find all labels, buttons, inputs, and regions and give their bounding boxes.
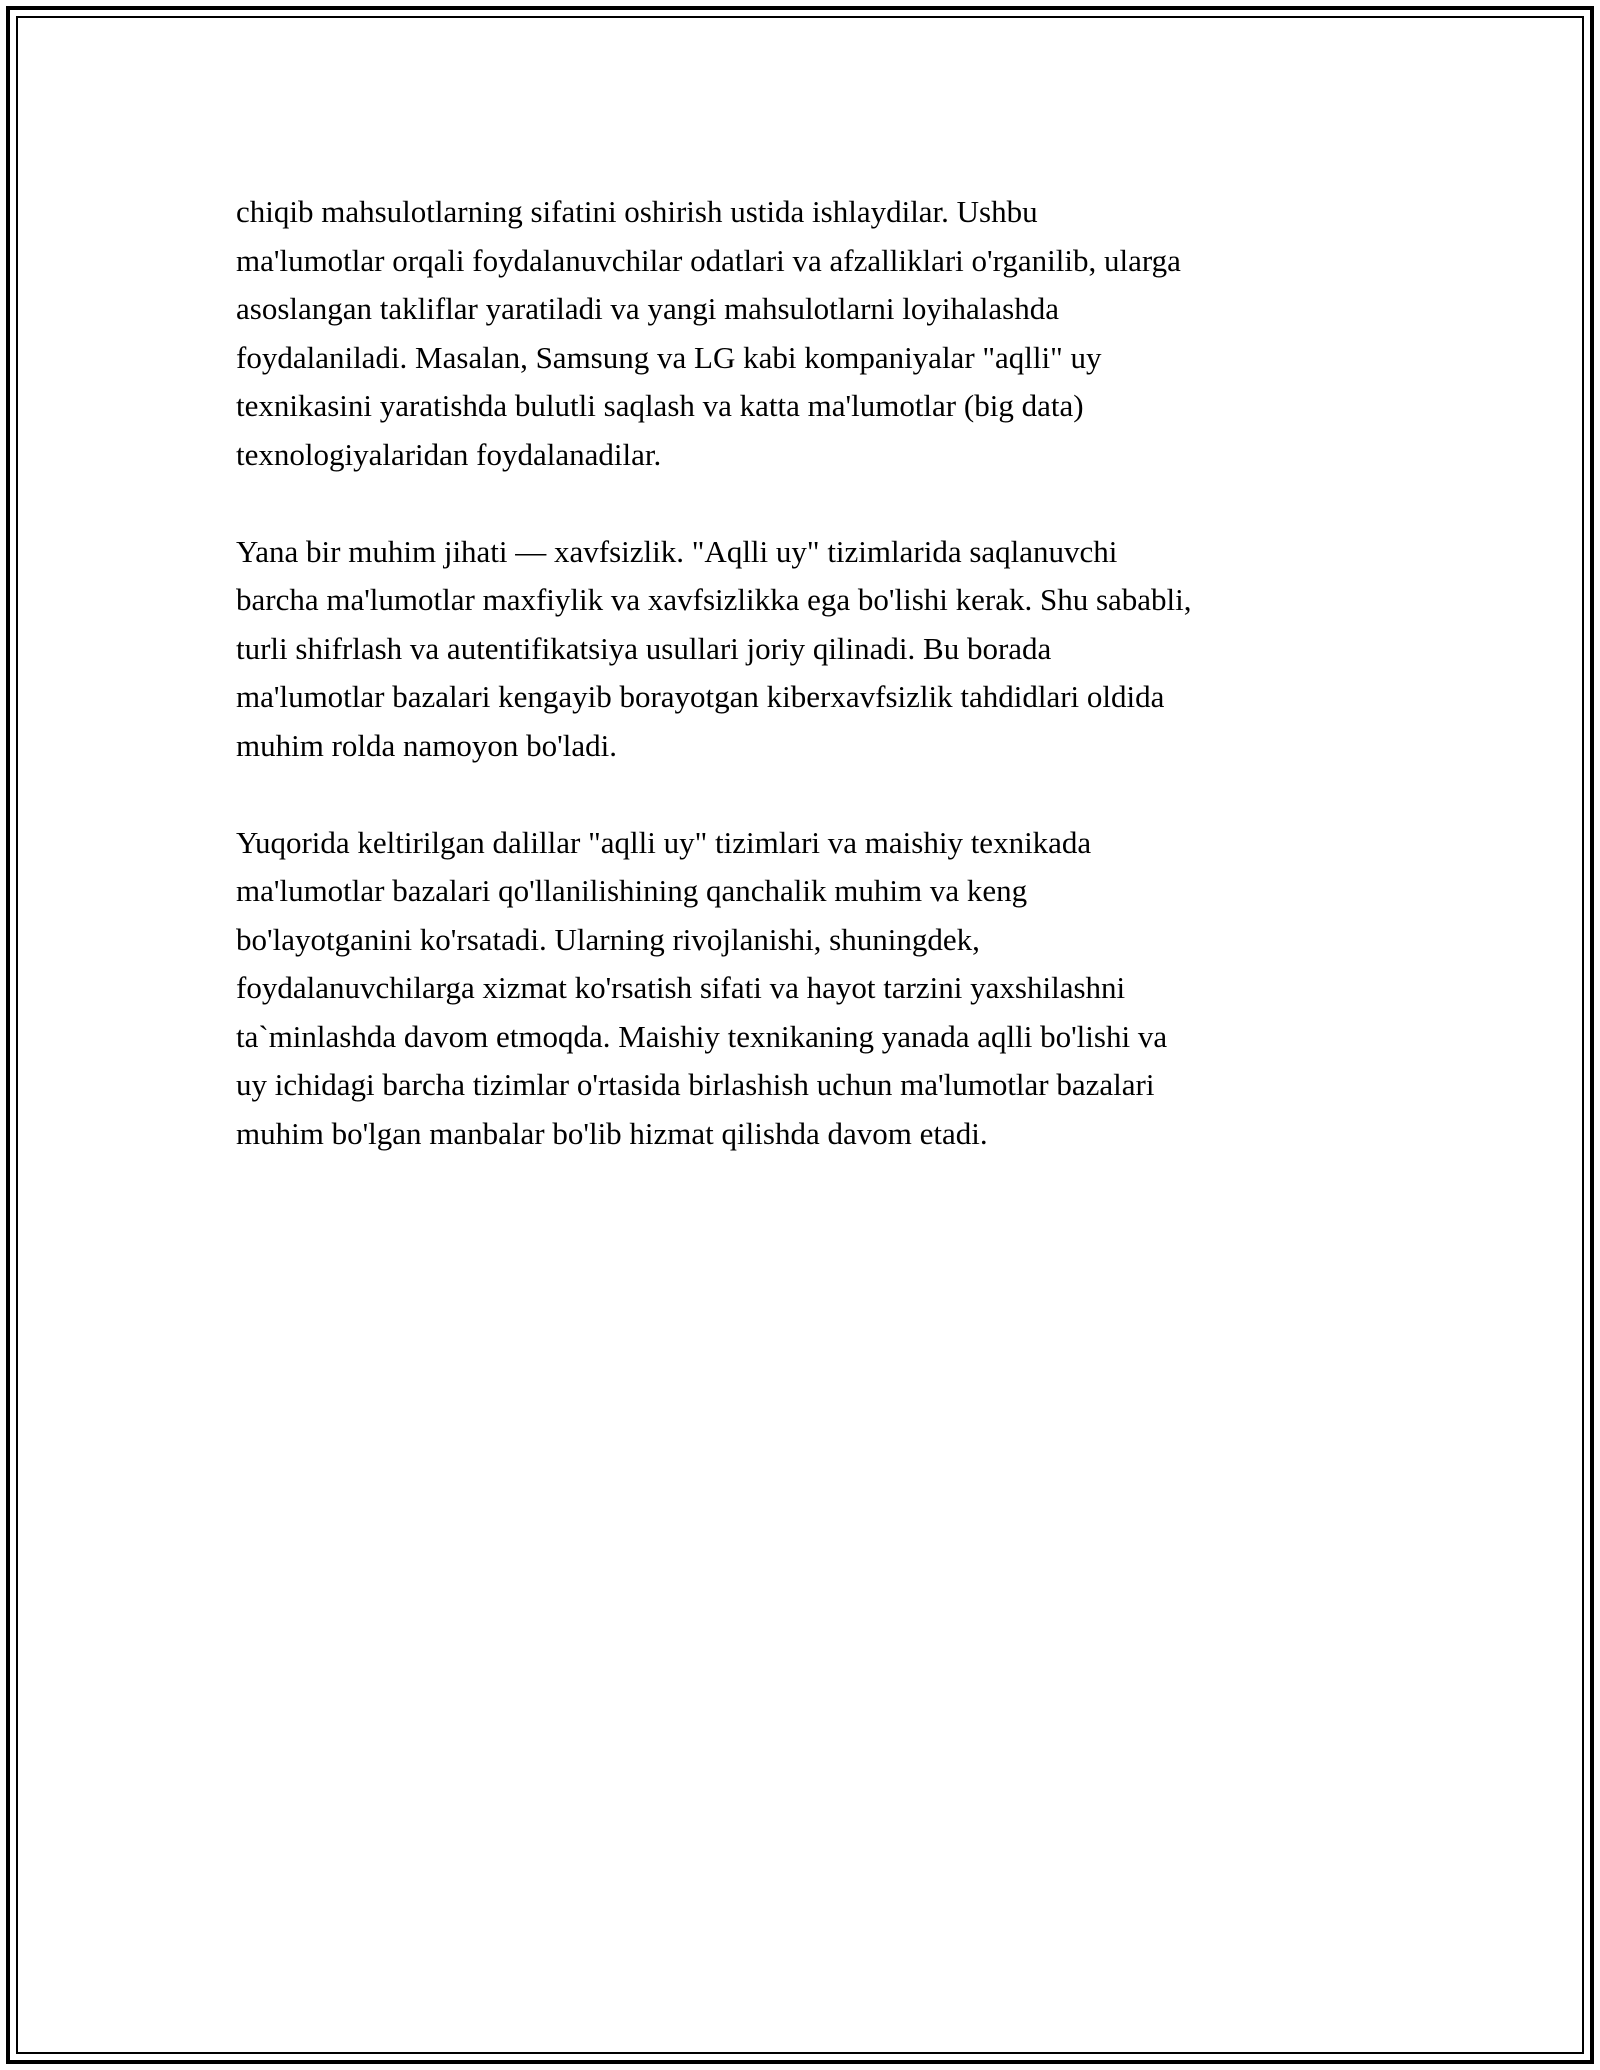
paragraph-3: Yuqorida keltirilgan dalillar "aqlli uy" tizimlari va maishiy texnikada ma'lumotlar bazalari qo'llanilishining qanchalik muhim va keng bo'layotganini ko'rsatadi. Ularning rivojlanishi, shuningdek, foydalanuvchilarga xizmat ko'rsatish sifati va hayot tarzini yaxshilashni ta`minlashda davom etmoqda. Maishiy texnikaning yanada aqlli bo'lishi va uy ichidagi barcha tizimlar o'rtasida birlashish uchun ma'lumotlar bazalari muhim bo'lgan manbalar bo'lib hizmat qilishda davom etadi. [236, 824, 1168, 1151]
paragraph-2: Yana bir muhim jihati — xavfsizlik. "Aqlli uy" tizimlarida saqlanuvchi barcha ma'lumotlar maxfiylik va xavfsizlikka ega bo'lishi kerak. Shu sababli, turli shifrlash va autentifikatsiya usullari joriy qilinadi. Bu borada ma'lumotlar bazalari kengayib borayotgan kiberxavfsizlik tahdidlari oldida muhim rolda namoyon bo'ladi. [236, 533, 1192, 763]
document-body [236, 188, 1376, 1207]
paragraph-1: chiqib mahsulotlarning sifatini oshirish ustida ishlaydilar. Ushbu ma'lumotlar orqali foydalanuvchilar odatlari va afzalliklari o'rganilib, ularga asoslangan takliflar yaratiladi va yangi mahsulotlarni loyihalashda foydalaniladi. Masalan, Samsung va LG kabi kompaniyalar "aqlli" uy texnikasini yaratishda bulutli saqlash va katta ma'lumotlar (big data) texnologiyalaridan foydalanadilar. [236, 194, 1181, 472]
